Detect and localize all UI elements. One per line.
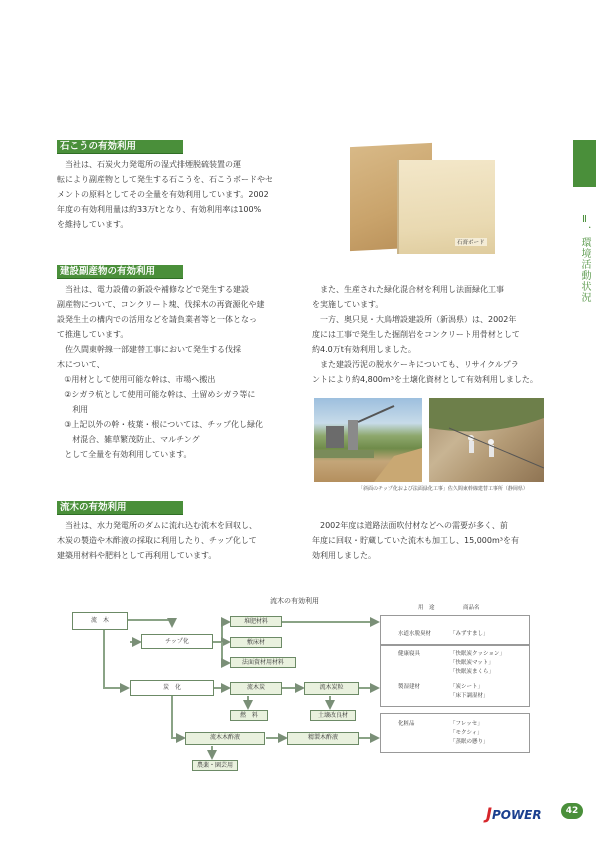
text-line: 約4.0万t有効利用しました。 [312, 345, 416, 354]
page-number: 42 [561, 803, 583, 819]
text-line: 当社は、水力発電所のダムに流れ込む流木を回収し、 [65, 521, 257, 530]
use-label: 水道水脱臭材 [398, 631, 432, 637]
node-wood-vinegar: 流木木酢液 [185, 732, 265, 745]
product-name: 「フレッセ」 [450, 721, 483, 727]
product-name: 「快眠炭マット」 [450, 660, 494, 666]
text-line: 佐久間東幹線一部建替工事において発生する伐採 [65, 345, 241, 354]
text-line: を維持しています。 [57, 220, 129, 229]
use-label: 健康寝具 [398, 651, 421, 657]
text-line: 効利用しました。 [312, 551, 376, 560]
heading-construction-byproducts: 建設副産物の有効利用 [57, 265, 183, 279]
text-line: て推進しています。 [57, 330, 129, 339]
text-line: 建築用材料や肥料として再利用しています。 [57, 551, 217, 560]
photo-caption: 「斜面のチップ化および法面緑化工事」佐久間東幹線建替工事所（静岡県） [358, 486, 528, 492]
text-line: として全量を有効利用しています。 [64, 450, 192, 459]
product-name: 「快眠炭クッション」 [450, 651, 505, 657]
node-agri-horticulture: 農薬・園芸用 [192, 760, 238, 771]
text-line: メントの原料としてその全量を有効利用しています。2002 [57, 190, 269, 199]
text-line: 当社は、電力設備の新設や補修などで発生する建設 [65, 285, 249, 294]
col-header-product: 商品名 [463, 605, 480, 611]
col-header-use: 用 途 [418, 605, 435, 611]
node-slope-material: 法面資材用材料 [230, 657, 296, 668]
product-name: 「炭シート」 [450, 684, 484, 690]
heading-gypsum: 石こうの有効利用 [57, 140, 183, 154]
section-side-label: Ⅱ．環境活動状況 [579, 214, 590, 303]
product-name: 「みずすまし」 [450, 631, 489, 637]
text-line: 木炭の製造や木酢液の採取に利用したり、チップ化して [57, 536, 257, 545]
list-item: ①用材として使用可能な幹は、市場へ搬出 [64, 375, 216, 384]
text-line: ントにより約4,800m³を土壌化資材として有効利用しました。 [312, 375, 538, 384]
list-item: ③上記以外の幹・枝葉・根については、チップ化し緑化 [64, 420, 263, 429]
node-bedding-material: 敷床材 [230, 637, 282, 648]
logo-text: POWER [491, 808, 542, 822]
list-item: ②シガラ杭として使用可能な幹は、土留めシガラ等に [64, 390, 256, 399]
product-name: 「床下調湿材」 [450, 693, 489, 699]
node-driftwood: 流 木 [72, 612, 128, 630]
text-line: 木について、 [57, 360, 105, 369]
product-name: 「モクシィ」 [450, 730, 483, 736]
text-line: を実施しています。 [312, 300, 384, 309]
node-driftwood-charcoal: 流木炭 [230, 682, 282, 695]
text-line: 転により副産物として発生する石こうを、石こうボードやセ [57, 175, 273, 184]
heading-driftwood: 流木の有効利用 [57, 501, 183, 515]
list-item-cont: 材混合、雑草繁茂防止、マルチング [72, 435, 200, 444]
text-line: 2002年度は道路法面吹付材などへの需要が多く、前 [320, 521, 508, 530]
text-line: 副産物について、コンクリート塊、伐採木の再資源化や建 [57, 300, 265, 309]
product-name: 「快眠炭まくら」 [450, 669, 495, 675]
text-line: 一方、奥只見・大鳥増設建設所（新潟県）は、2002年 [320, 315, 517, 324]
text-line: また建設汚泥の脱水ケーキについても、リサイクルプラ [320, 360, 519, 369]
use-label: 化粧品 [398, 721, 415, 727]
node-compost-material: 堆肥材料 [230, 616, 282, 627]
node-carbonization: 炭 化 [130, 680, 214, 696]
gypsum-board-label: 石膏ボード [457, 240, 485, 246]
node-chipping: チップ化 [141, 634, 213, 649]
use-label: 製湿建材 [398, 684, 421, 690]
text-line: 設発生土の構内での活用などを請負業者等と一体となっ [57, 315, 257, 324]
text-line: 年度に回収・貯蔵していた流木も加工し、15,000m³を有 [312, 536, 519, 545]
text-line: 当社は、石炭火力発電所の湿式排煙脱硫装置の運 [65, 160, 241, 169]
text-line: 年度の有効利用量は約33万tとなり、有効利用率は100% [57, 205, 262, 214]
text-line: 度には工事で発生した掘削岩をコンクリート用骨材として [312, 330, 520, 339]
logo-mark: J [486, 804, 492, 823]
jpower-logo [486, 804, 542, 823]
text-line: また、生産された緑化混合材を利用し法面緑化工事 [320, 285, 504, 294]
node-fuel: 燃 料 [230, 710, 268, 721]
list-item-cont: 利用 [72, 405, 89, 414]
diagram-title: 流木の有効利用 [270, 597, 319, 605]
node-refined-vinegar: 精製木酢液 [287, 732, 359, 745]
node-charcoal-granules: 流木炭粒 [304, 682, 359, 695]
product-name: 「蒸眠の懸り」 [450, 739, 489, 745]
node-soil-improver: 土壌改良材 [310, 710, 356, 721]
